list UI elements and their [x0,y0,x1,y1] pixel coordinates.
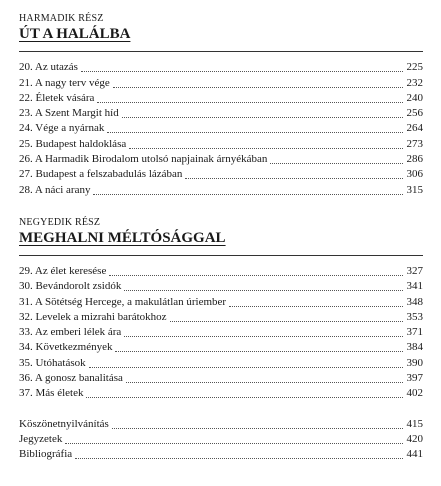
entry-title: 31. A Sötétség Hercege, a makulátlan úriember [19,295,227,308]
entry-title: Jegyzetek [19,432,63,445]
dot-leader [113,87,403,88]
entry-title: 34. Következmények [19,341,113,354]
toc-entry [19,371,423,386]
part-4-title: MEGHALNI MÉLTÓSÁGGAL [19,229,226,246]
entry-page-number: 420 [406,432,423,445]
toc-entry [19,355,423,370]
entry-title: Köszönetnyilvánítás [19,417,109,430]
entry-title: 33. Az emberi lélek ára [19,326,122,339]
toc-entry [19,121,423,136]
entry-title: 23. A Szent Margit híd [19,107,119,120]
entry-page-number: 256 [406,107,423,120]
toc-entry [19,325,423,340]
toc-entry [19,264,423,279]
toc-entry [19,136,423,151]
toc-entry [19,447,423,462]
entry-title: 26. A Harmadik Birodalom utolsó napjainak árnyékában [19,153,268,166]
toc-entry [19,182,423,197]
dot-leader [75,458,403,459]
entry-page-number: 402 [406,387,423,400]
dot-leader [124,290,403,291]
part-3-entries [19,60,423,198]
section-divider [19,51,423,52]
toc-entry [19,106,423,121]
entry-page-number: 341 [406,280,423,293]
dot-leader [112,428,403,429]
dot-leader [122,117,403,118]
dot-leader [229,306,403,307]
entry-title: 21. A nagy terv vége [19,76,110,89]
entry-page-number: 286 [406,153,423,166]
entry-page-number: 315 [406,183,423,196]
backmatter-section [19,416,423,462]
entry-title: 24. Vége a nyárnak [19,122,105,135]
dot-leader [170,321,403,322]
entry-title: 22. Életek vására [19,91,95,104]
dot-leader [126,382,403,383]
entry-page-number: 306 [406,168,423,181]
entry-page-number: 225 [406,61,423,74]
dot-leader [89,367,403,368]
entry-page-number: 348 [406,295,423,308]
dot-leader [109,275,403,276]
toc-entry [19,386,423,401]
entry-title: 37. Más életek [19,387,84,400]
part-4-entries [19,264,423,402]
part-3-label: HARMADIK RÉSZ [19,13,104,24]
part-3-title: ÚT A HALÁLBA [19,26,131,42]
dot-leader [129,148,403,149]
dot-leader [185,178,403,179]
entry-page-number: 415 [406,417,423,430]
toc-entry [19,294,423,309]
part-3-section [19,13,423,198]
section-divider [19,255,423,256]
entry-page-number: 441 [406,448,423,461]
part-4-label: NEGYEDIK RÉSZ [19,216,101,228]
dot-leader [124,336,403,337]
entry-page-number: 240 [406,91,423,104]
toc-entry [19,416,423,431]
dot-leader [65,443,403,444]
part-4-section [19,217,423,402]
dot-leader [270,163,403,164]
toc-entry [19,279,423,294]
entry-title: 27. Budapest a felszabadulás lázában [19,168,183,181]
entry-title: 28. A náci arany [19,183,91,196]
entry-page-number: 353 [406,310,423,323]
dot-leader [115,351,403,352]
entry-page-number: 371 [406,326,423,339]
entry-title: 36. A gonosz banalitása [19,372,123,385]
toc-entry [19,75,423,90]
entry-page-number: 390 [406,356,423,369]
table-of-contents [19,13,423,462]
entry-title: 32. Levelek a mizrahi barátokhoz [19,310,167,323]
entry-title: 35. Utóhatások [19,356,86,369]
toc-entry [19,340,423,355]
backmatter-entries [19,416,423,462]
toc-entry [19,167,423,182]
dot-leader [86,397,403,398]
entry-title: 25. Budapest haldoklása [19,137,127,150]
dot-leader [81,71,403,72]
dot-leader [93,194,403,195]
toc-entry [19,310,423,325]
entry-page-number: 327 [406,264,423,277]
entry-page-number: 397 [406,372,423,385]
entry-page-number: 273 [406,137,423,150]
toc-entry [19,91,423,106]
toc-entry [19,152,423,167]
toc-entry [19,60,423,75]
entry-title: 20. Az utazás [19,61,78,74]
dot-leader [97,102,403,103]
entry-page-number: 384 [406,341,423,354]
dot-leader [107,132,403,133]
entry-page-number: 232 [406,76,423,89]
entry-page-number: 264 [406,122,423,135]
entry-title: 29. Az élet keresése [19,264,107,277]
entry-title: Bibliográfia [19,448,73,461]
toc-entry [19,432,423,447]
entry-title: 30. Bevándorolt zsidók [19,280,122,293]
